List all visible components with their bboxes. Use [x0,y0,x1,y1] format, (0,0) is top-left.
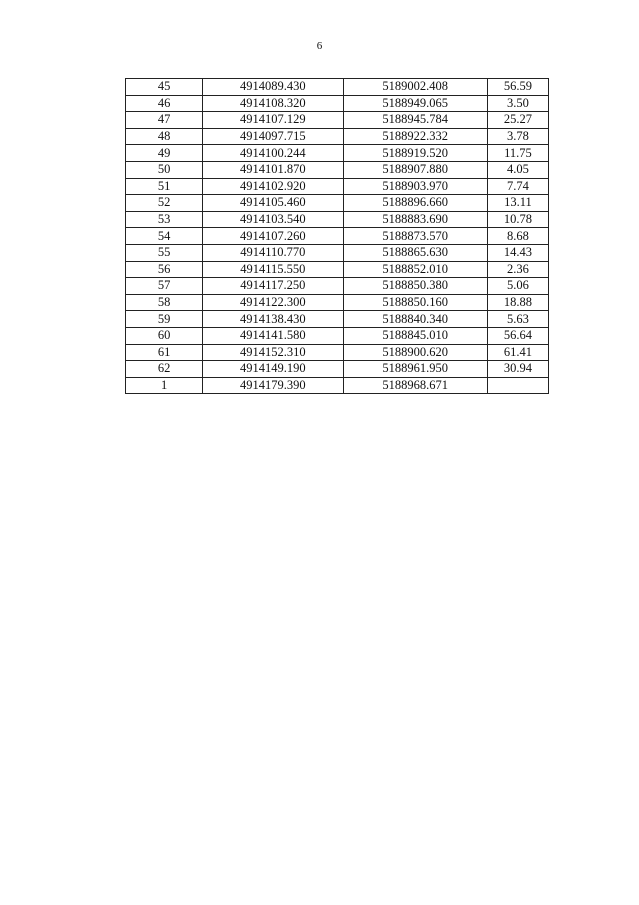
point-number-cell: 1 [126,377,203,394]
x-coordinate-cell: 4914110.770 [203,244,343,261]
table-row [126,95,549,112]
table-row [126,228,549,245]
y-coordinate-cell: 5188845.010 [343,327,487,344]
segment-length-cell: 61.41 [487,344,548,361]
segment-length-cell: 25.27 [487,112,548,129]
point-number-cell: 49 [126,145,203,162]
segment-length-cell: 5.63 [487,311,548,328]
table-row [126,161,549,178]
x-coordinate-cell: 4914117.250 [203,278,343,295]
table-row [126,344,549,361]
table-row [126,278,549,295]
segment-length-cell: 13.11 [487,195,548,212]
segment-length-cell [487,377,548,394]
x-coordinate-cell: 4914149.190 [203,361,343,378]
y-coordinate-cell: 5188840.340 [343,311,487,328]
point-number-cell: 47 [126,112,203,129]
page-number: 6 [316,40,323,52]
point-number-cell: 45 [126,79,203,96]
segment-length-cell: 30.94 [487,361,548,378]
segment-length-cell: 56.64 [487,327,548,344]
segment-length-cell: 7.74 [487,178,548,195]
point-number-cell: 61 [126,344,203,361]
segment-length-cell: 10.78 [487,211,548,228]
table-row [126,211,549,228]
x-coordinate-cell: 4914103.540 [203,211,343,228]
segment-length-cell: 56.59 [487,79,548,96]
table-row [126,145,549,162]
segment-length-cell: 4.05 [487,161,548,178]
y-coordinate-cell: 5188945.784 [343,112,487,129]
x-coordinate-cell: 4914100.244 [203,145,343,162]
table-row [126,261,549,278]
table-row [126,244,549,261]
segment-length-cell: 5.06 [487,278,548,295]
segment-length-cell: 2.36 [487,261,548,278]
x-coordinate-cell: 4914115.550 [203,261,343,278]
x-coordinate-cell: 4914179.390 [203,377,343,394]
table-row [126,294,549,311]
segment-length-cell: 8.68 [487,228,548,245]
table-row [126,79,549,96]
x-coordinate-cell: 4914108.320 [203,95,343,112]
x-coordinate-cell: 4914102.920 [203,178,343,195]
y-coordinate-cell: 5188961.950 [343,361,487,378]
y-coordinate-cell: 5188922.332 [343,128,487,145]
point-number-cell: 57 [126,278,203,295]
point-number-cell: 59 [126,311,203,328]
y-coordinate-cell: 5188919.520 [343,145,487,162]
point-number-cell: 51 [126,178,203,195]
x-coordinate-cell: 4914107.260 [203,228,343,245]
point-number-cell: 54 [126,228,203,245]
y-coordinate-cell: 5188852.010 [343,261,487,278]
table-row [126,178,549,195]
point-number-cell: 56 [126,261,203,278]
y-coordinate-cell: 5188883.690 [343,211,487,228]
table-row [126,361,549,378]
y-coordinate-cell: 5188865.630 [343,244,487,261]
point-number-cell: 60 [126,327,203,344]
point-number-cell: 62 [126,361,203,378]
table-body [126,79,549,394]
x-coordinate-cell: 4914089.430 [203,79,343,96]
point-number-cell: 50 [126,161,203,178]
y-coordinate-cell: 5188850.160 [343,294,487,311]
y-coordinate-cell: 5189002.408 [343,79,487,96]
table-row [126,128,549,145]
y-coordinate-cell: 5188896.660 [343,195,487,212]
x-coordinate-cell: 4914107.129 [203,112,343,129]
x-coordinate-cell: 4914152.310 [203,344,343,361]
y-coordinate-cell: 5188907.880 [343,161,487,178]
x-coordinate-cell: 4914122.300 [203,294,343,311]
table-row [126,327,549,344]
table-row [126,112,549,129]
y-coordinate-cell: 5188949.065 [343,95,487,112]
table-row [126,311,549,328]
y-coordinate-cell: 5188900.620 [343,344,487,361]
segment-length-cell: 3.78 [487,128,548,145]
x-coordinate-cell: 4914138.430 [203,311,343,328]
point-number-cell: 46 [126,95,203,112]
segment-length-cell: 3.50 [487,95,548,112]
point-number-cell: 53 [126,211,203,228]
y-coordinate-cell: 5188903.970 [343,178,487,195]
x-coordinate-cell: 4914101.870 [203,161,343,178]
segment-length-cell: 18.88 [487,294,548,311]
point-number-cell: 52 [126,195,203,212]
y-coordinate-cell: 5188850.380 [343,278,487,295]
segment-length-cell: 11.75 [487,145,548,162]
y-coordinate-cell: 5188968.671 [343,377,487,394]
segment-length-cell: 14.43 [487,244,548,261]
table-row [126,377,549,394]
point-number-cell: 55 [126,244,203,261]
x-coordinate-cell: 4914097.715 [203,128,343,145]
x-coordinate-cell: 4914141.580 [203,327,343,344]
point-number-cell: 48 [126,128,203,145]
coordinates-table [125,78,549,394]
point-number-cell: 58 [126,294,203,311]
y-coordinate-cell: 5188873.570 [343,228,487,245]
table-row [126,195,549,212]
x-coordinate-cell: 4914105.460 [203,195,343,212]
